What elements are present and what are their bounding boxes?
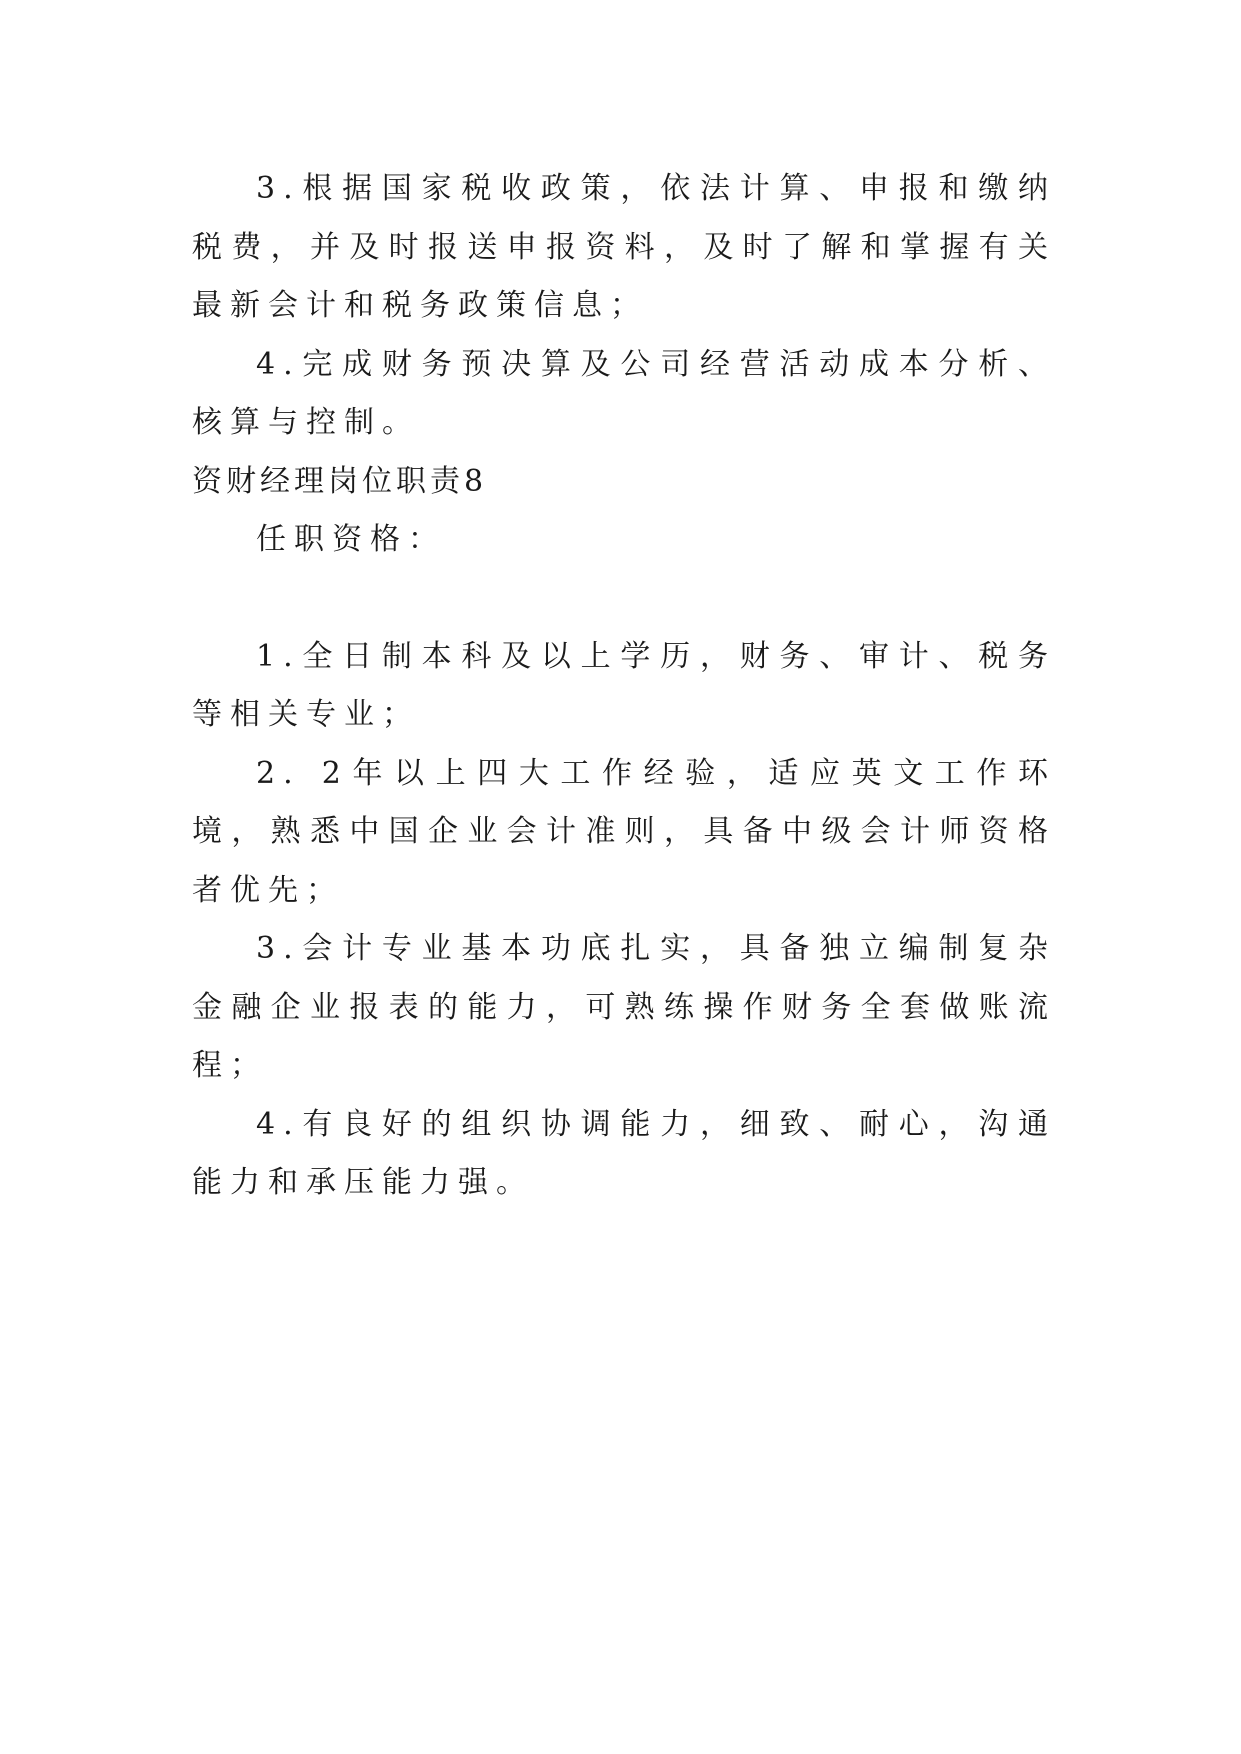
paragraph-item-4: 4.完成财务预决算及公司经营活动成本分析、核算与控制。 bbox=[192, 346, 1056, 440]
qualifications-label: 任职资格： bbox=[256, 522, 446, 557]
qualification-item-4: 4.有良好的组织协调能力，细致、耐心，沟通能力和承压能力强。 bbox=[192, 1106, 1056, 1200]
qualification-item-1: 1.全日制本科及以上学历，财务、审计、税务等相关专业； bbox=[192, 638, 1056, 732]
qualification-item-2: 2. 2年以上四大工作经验，适应英文工作环境，熟悉中国企业会计准则，具备中级会计师资格者优先； bbox=[192, 755, 1056, 908]
qualification-item-3: 3.会计专业基本功底扎实，具备独立编制复杂金融企业报表的能力，可熟练操作财务全套做账流程； bbox=[192, 931, 1056, 1083]
section-title: 资财经理岗位职责8 bbox=[192, 463, 488, 499]
blank-line bbox=[192, 570, 1056, 628]
document-body bbox=[192, 160, 1056, 1213]
paragraph-item-3: 3.根据国家税收政策，依法计算、申报和缴纳税费，并及时报送申报资料，及时了解和掌握有关最新会计和税务政策信息； bbox=[192, 171, 1056, 323]
